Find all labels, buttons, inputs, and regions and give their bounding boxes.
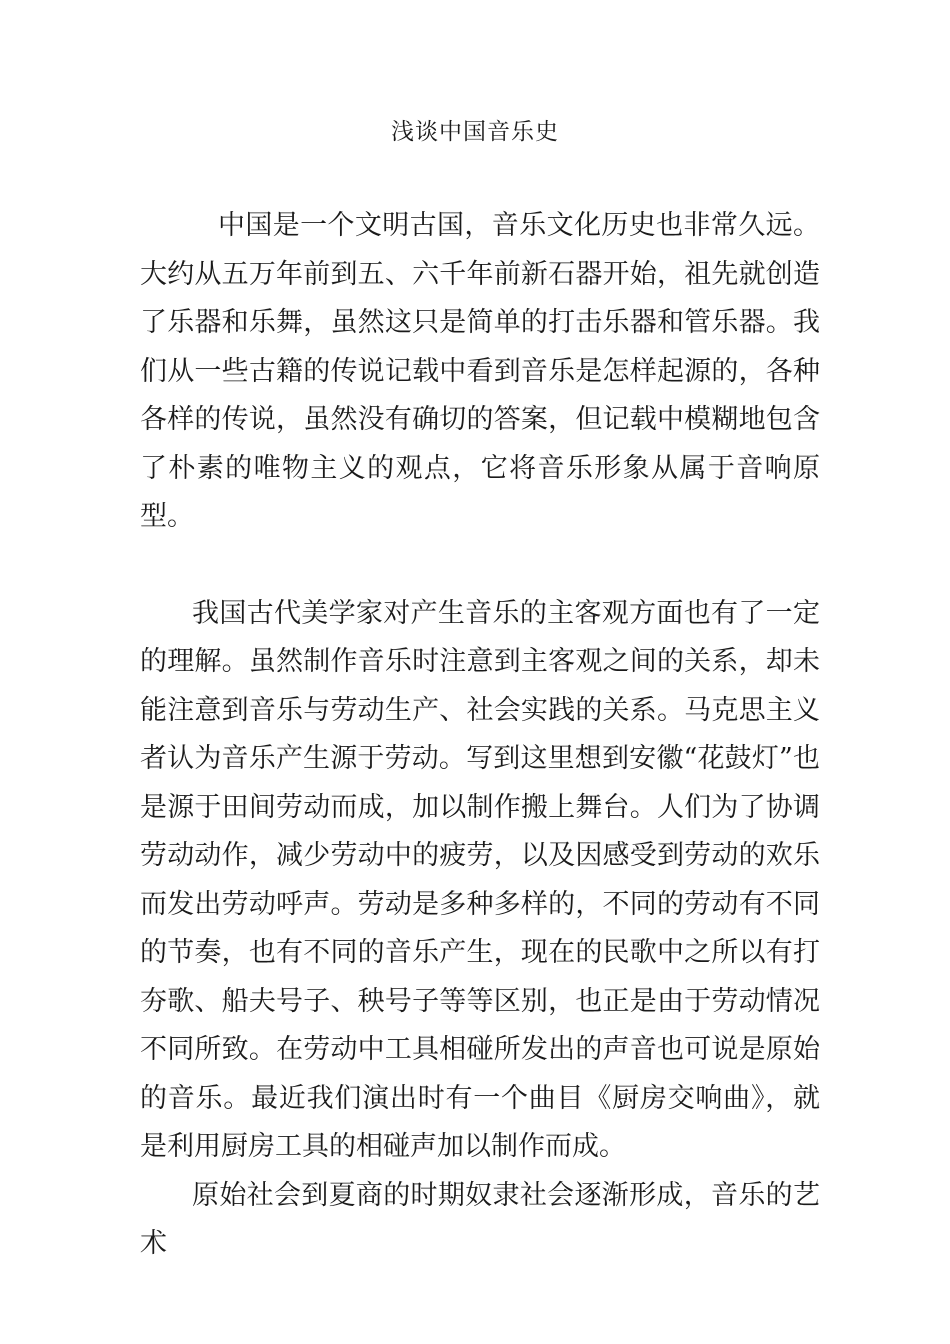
paragraph-xia-shang: 原始社会到夏商的时期奴隶社会逐渐形成，音乐的艺术 bbox=[140, 1179, 820, 1259]
document-title: 浅谈中国音乐史 bbox=[391, 119, 559, 145]
paragraph-origins: 中国是一个文明古国，音乐文化历史也非常久远。大约从五万年前到五、六千年前新石器开始，祖先就创造了乐器和乐舞，虽然这只是简单的打击乐器和管乐器。我们从一些古籍的传说记载中看到音乐是怎样起源的，各种各样的传说，虽然没有确切的答案，但记载中模糊地包含了朴素的唯物主义的观点，它将音乐形象从属于音响原型。 bbox=[140, 210, 820, 532]
paragraph-labor-theory: 我国古代美学家对产生音乐的主客观方面也有了一定的理解。虽然制作音乐时注意到主客观之间的关系，却未能注意到音乐与劳动生产、社会实践的关系。马克思主义者认为音乐产生源于劳动。写到这里想到安徽“花鼓灯”也是源于田间劳动而成，加以制作搬上舞台。人们为了协调劳动动作，减少劳动中的疲劳，以及因感受到劳动的欢乐而发出劳动呼声。劳动是多种多样的，不同的劳动有不同的节奏，也有不同的音乐产生，现在的民歌中之所以有打夯歌、船夫号子、秧号子等等区别，也正是由于劳动情况不同所致。在劳动中工具相碰所发出的声音也可说是原始的音乐。最近我们演出时有一个曲目《厨房交响曲》，就是利用厨房工具的相碰声加以制作而成。 bbox=[140, 597, 820, 1162]
document-body bbox=[140, 202, 820, 1269]
